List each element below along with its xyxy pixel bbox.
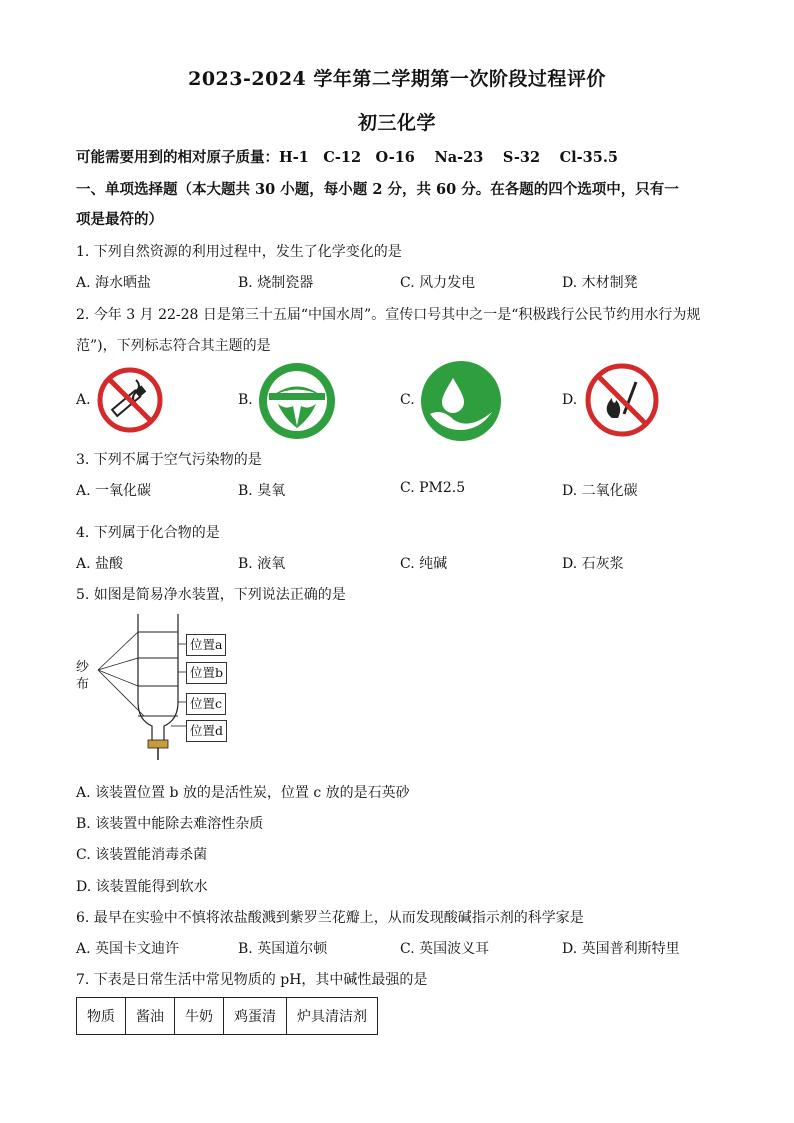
question-3-option-a: A. 一氧化碳 <box>76 483 152 499</box>
table-row <box>77 998 378 1035</box>
question-4-option-b: B. 液氧 <box>238 556 286 572</box>
question-7-stem: 7. 下表是日常生活中常见物质的 pH，其中碱性最强的是 <box>76 972 428 988</box>
table-cell: 酱油 <box>126 998 175 1035</box>
question-3-stem: 3. 下列不属于空气污染物的是 <box>76 452 262 468</box>
question-4-option-a: A. 盐酸 <box>76 556 124 572</box>
question-2-stem-line2: 范”)，下列标志符合其主题的是 <box>76 338 271 354</box>
question-5-stem: 5. 如图是简易净水装置，下列说法正确的是 <box>76 587 346 603</box>
question-3-option-b: B. 臭氧 <box>238 483 286 499</box>
question-1-option-c: C. 风力发电 <box>400 275 476 291</box>
question-2-label-b: B. <box>238 392 253 408</box>
question-5-option-c: C. 该装置能消毒杀菌 <box>76 847 208 863</box>
question-2-label-a: A. <box>76 392 91 408</box>
position-d-label: 位置d <box>186 720 227 742</box>
position-b-label: 位置b <box>186 662 227 684</box>
water-saving-sign-icon <box>420 360 502 442</box>
question-1-option-d: D. 木材制凳 <box>562 275 638 291</box>
position-a-label: 位置a <box>186 634 226 656</box>
question-2-label-c: C. <box>400 392 415 408</box>
page-title: 2023-2024 学年第二学期第一次阶段过程评价 <box>188 68 606 90</box>
question-4-option-c: C. 纯碱 <box>400 556 448 572</box>
question-5-option-a: A. 该装置位置 b 放的是活性炭，位置 c 放的是石英砂 <box>76 785 410 801</box>
ph-table <box>76 997 378 1035</box>
table-cell: 鸡蛋清 <box>224 998 287 1035</box>
question-3-option-d: D. 二氧化碳 <box>562 483 638 499</box>
question-6-option-d: D. 英国普利斯特里 <box>562 941 680 957</box>
no-open-flame-sign-icon <box>584 362 660 438</box>
no-smoking-sign-icon <box>96 366 164 434</box>
question-6-option-c: C. 英国波义耳 <box>400 941 490 957</box>
table-cell: 物质 <box>77 998 126 1035</box>
page-subtitle: 初三化学 <box>357 112 436 134</box>
water-purifier-diagram <box>72 612 192 762</box>
green-product-sign-icon <box>258 362 336 440</box>
table-cell: 炉具清洁剂 <box>287 998 378 1035</box>
question-6-option-b: B. 英国道尔顿 <box>238 941 328 957</box>
question-6-option-a: A. 英国卡文迪许 <box>76 941 180 957</box>
cloth-label-2: 布 <box>76 677 90 692</box>
question-5-option-d: D. 该装置能得到软水 <box>76 879 208 895</box>
section-heading-line2: 项是最符的） <box>76 211 163 228</box>
question-2-label-d: D. <box>562 392 578 408</box>
section-heading-line1: 一、单项选择题（本大题共 30 小题，每小题 2 分，共 60 分。在各题的四个选项中，只有一 <box>76 181 679 198</box>
question-2-stem-line1: 2. 今年 3 月 22-28 日是第三十五届“中国水周”。宣传口号其中之一是“积极践行公民节约用水行为规 <box>76 307 701 323</box>
cloth-label-1: 纱 <box>76 660 90 675</box>
question-4-stem: 4. 下列属于化合物的是 <box>76 525 220 541</box>
question-4-option-d: D. 石灰浆 <box>562 556 624 572</box>
question-1-option-a: A. 海水晒盐 <box>76 275 152 291</box>
atomic-masses-note: 可能需要用到的相对原子质量：H-1 C-12 O-16 Na-23 S-32 Cl-35.5 <box>76 149 618 166</box>
question-1-stem: 1. 下列自然资源的利用过程中，发生了化学变化的是 <box>76 244 402 260</box>
position-c-label: 位置c <box>186 693 226 715</box>
question-6-stem: 6. 最早在实验中不慎将浓盐酸溅到紫罗兰花瓣上，从而发现酸碱指示剂的科学家是 <box>76 910 584 926</box>
table-cell: 牛奶 <box>175 998 224 1035</box>
question-3-option-c: C. PM2.5 <box>400 480 466 496</box>
question-5-option-b: B. 该装置中能除去难溶性杂质 <box>76 816 264 832</box>
question-1-option-b: B. 烧制瓷器 <box>238 275 314 291</box>
